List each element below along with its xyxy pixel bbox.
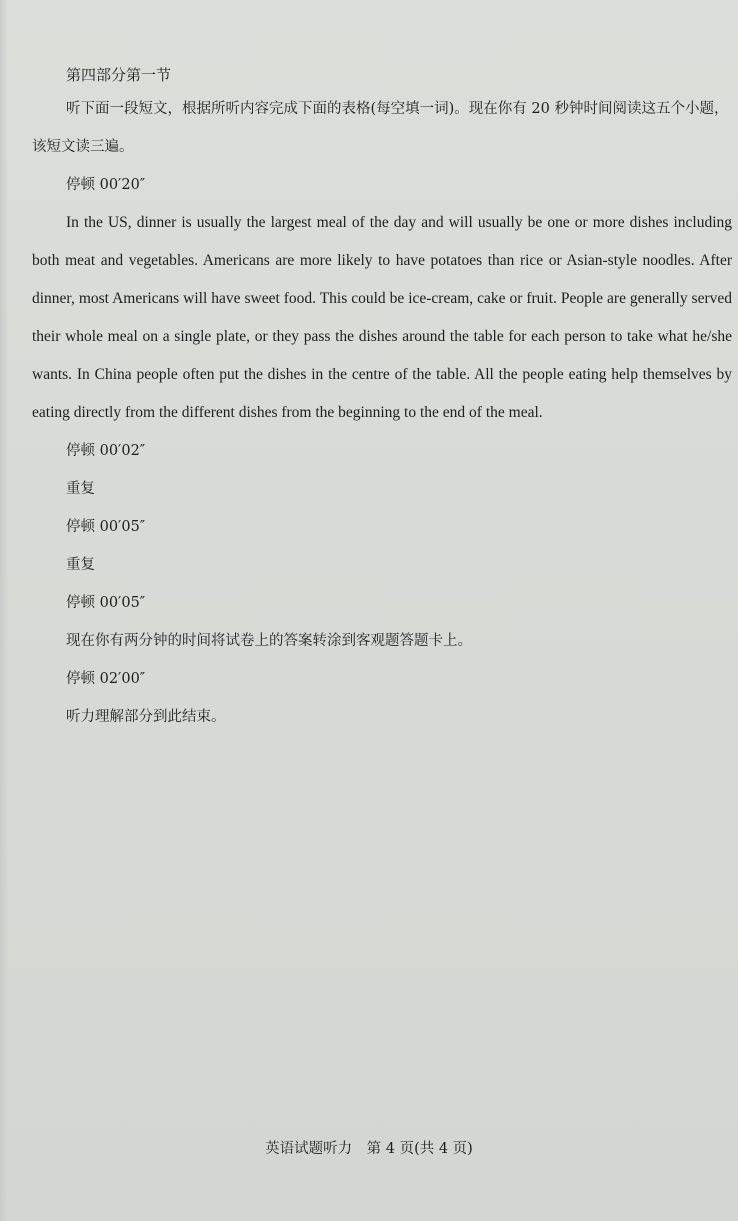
transfer-instruction: 现在你有两分钟的时间将试卷上的答案转涂到客观题答题卡上。 [66,633,472,649]
section-instruction: 听下面一段短文，根据所听内容完成下面的表格(每空填一词)。现在你有 20 秒钟时间阅读这五个小题，该短文读三遍。 [32,101,729,155]
listening-passage: In the US, dinner is usually the largest meal of the day and will usually be one or more dishes including both meat and vegetables. Americans are more likely to have potatoes than rice or Asian-style noodles. After dinner, most Americans will have sweet food. This could be ice-cream, cake or fruit. People are generally served their whole meal on a single plate, or they pass the dishes around the table for each person to take what he/she wants. In China people often put the dishes in the centre of the table. All the people eating help themselves by eating directly from the different dishes from the beginning to the end of the meal. [32,214,732,421]
repeat-marker-2: 重复 [66,557,95,573]
pause-marker-3: 停顿 00′05″ [66,519,146,535]
pause-marker-5: 停顿 02′00″ [66,671,146,687]
pause-marker-1: 停顿 00′20″ [66,177,146,193]
page-content [32,60,732,736]
end-of-listening: 听力理解部分到此结束。 [66,709,226,725]
pause-marker-4: 停顿 00′05″ [66,595,146,611]
section-heading: 第四部分第一节 [66,66,172,84]
script-lines [32,432,732,736]
page-footer: 英语试题听力 第 4 页(共 4 页) [265,1141,473,1157]
pause-marker-2: 停顿 00′02″ [66,443,146,459]
repeat-marker-1: 重复 [66,481,95,497]
page-edge-shadow [0,0,8,1221]
